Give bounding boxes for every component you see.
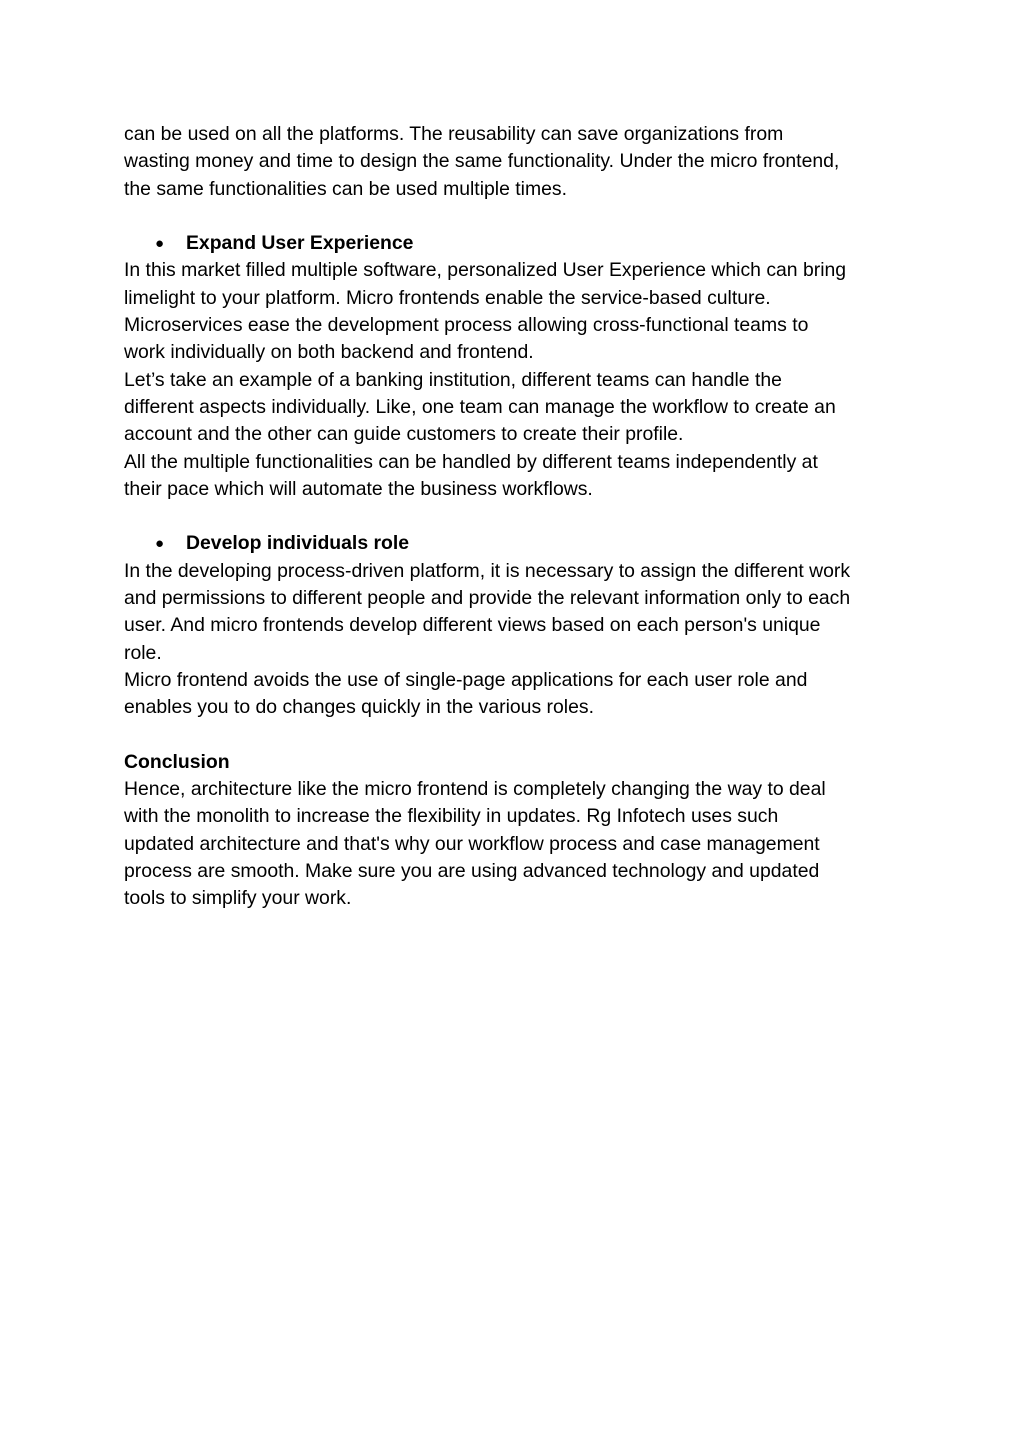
paragraph-line: work individually on both backend and frontend. (124, 341, 534, 364)
section-paragraph-expand-user-experience (124, 257, 914, 503)
paragraph-line: All the multiple functionalities can be handled by different teams independently at (124, 450, 818, 473)
paragraph-line: and permissions to different people and provide the relevant information only to each (124, 587, 851, 610)
paragraph-line: different aspects individually. Like, one team can manage the workflow to create an (124, 395, 836, 418)
paragraph-line: limelight to your platform. Micro frontends enable the service-based culture. (124, 286, 771, 309)
section-title: Develop individuals role (186, 532, 410, 555)
paragraph-line: their pace which will automate the business workflows. (124, 477, 593, 500)
paragraph-line: with the monolith to increase the flexibility in updates. Rg Infotech uses such (124, 805, 779, 828)
paragraph-line: user. And micro frontends develop different views based on each person's unique (124, 614, 821, 637)
paragraph-line: In the developing process-driven platform, it is necessary to assign the different work (124, 559, 851, 582)
paragraph-line: enables you to do changes quickly in the various roles. (124, 696, 594, 719)
paragraph-line: Micro frontend avoids the use of single-page applications for each user role and (124, 668, 808, 691)
bullet-icon: ● (155, 535, 165, 553)
section-paragraph-develop-individuals-role (124, 558, 914, 722)
document-page (124, 121, 914, 913)
paragraph-spacer (124, 203, 914, 230)
paragraph-line: In this market filled multiple software, personalized User Experience which can bring (124, 259, 847, 282)
paragraph-line: Microservices ease the development process allowing cross-functional teams to (124, 314, 809, 337)
paragraph-line: Let’s take an example of a banking institution, different teams can handle the (124, 368, 782, 391)
section-heading-develop-individuals-role (124, 530, 914, 557)
section-heading-expand-user-experience (124, 230, 914, 257)
paragraph-line: can be used on all the platforms. The reusability can save organizations from (124, 123, 784, 145)
paragraph-line: wasting money and time to design the same functionality. Under the micro frontend, (124, 150, 840, 173)
section-title: Expand User Experience (186, 232, 414, 255)
paragraph-line: role. (124, 641, 162, 664)
bullet-icon: ● (155, 235, 165, 253)
paragraph-line: Hence, architecture like the micro frontend is completely changing the way to deal (124, 778, 826, 801)
conclusion-paragraph (124, 776, 914, 912)
intro-paragraph (124, 121, 914, 203)
conclusion-heading: Conclusion (124, 750, 230, 773)
paragraph-line: account and the other can guide customers to create their profile. (124, 423, 684, 446)
paragraph-spacer (124, 722, 914, 749)
paragraph-line: process are smooth. Make sure you are using advanced technology and updated (124, 860, 820, 883)
paragraph-spacer (124, 503, 914, 530)
paragraph-line: updated architecture and that's why our workflow process and case management (124, 832, 820, 855)
paragraph-line: tools to simplify your work. (124, 887, 352, 910)
paragraph-line: the same functionalities can be used multiple times. (124, 177, 567, 200)
